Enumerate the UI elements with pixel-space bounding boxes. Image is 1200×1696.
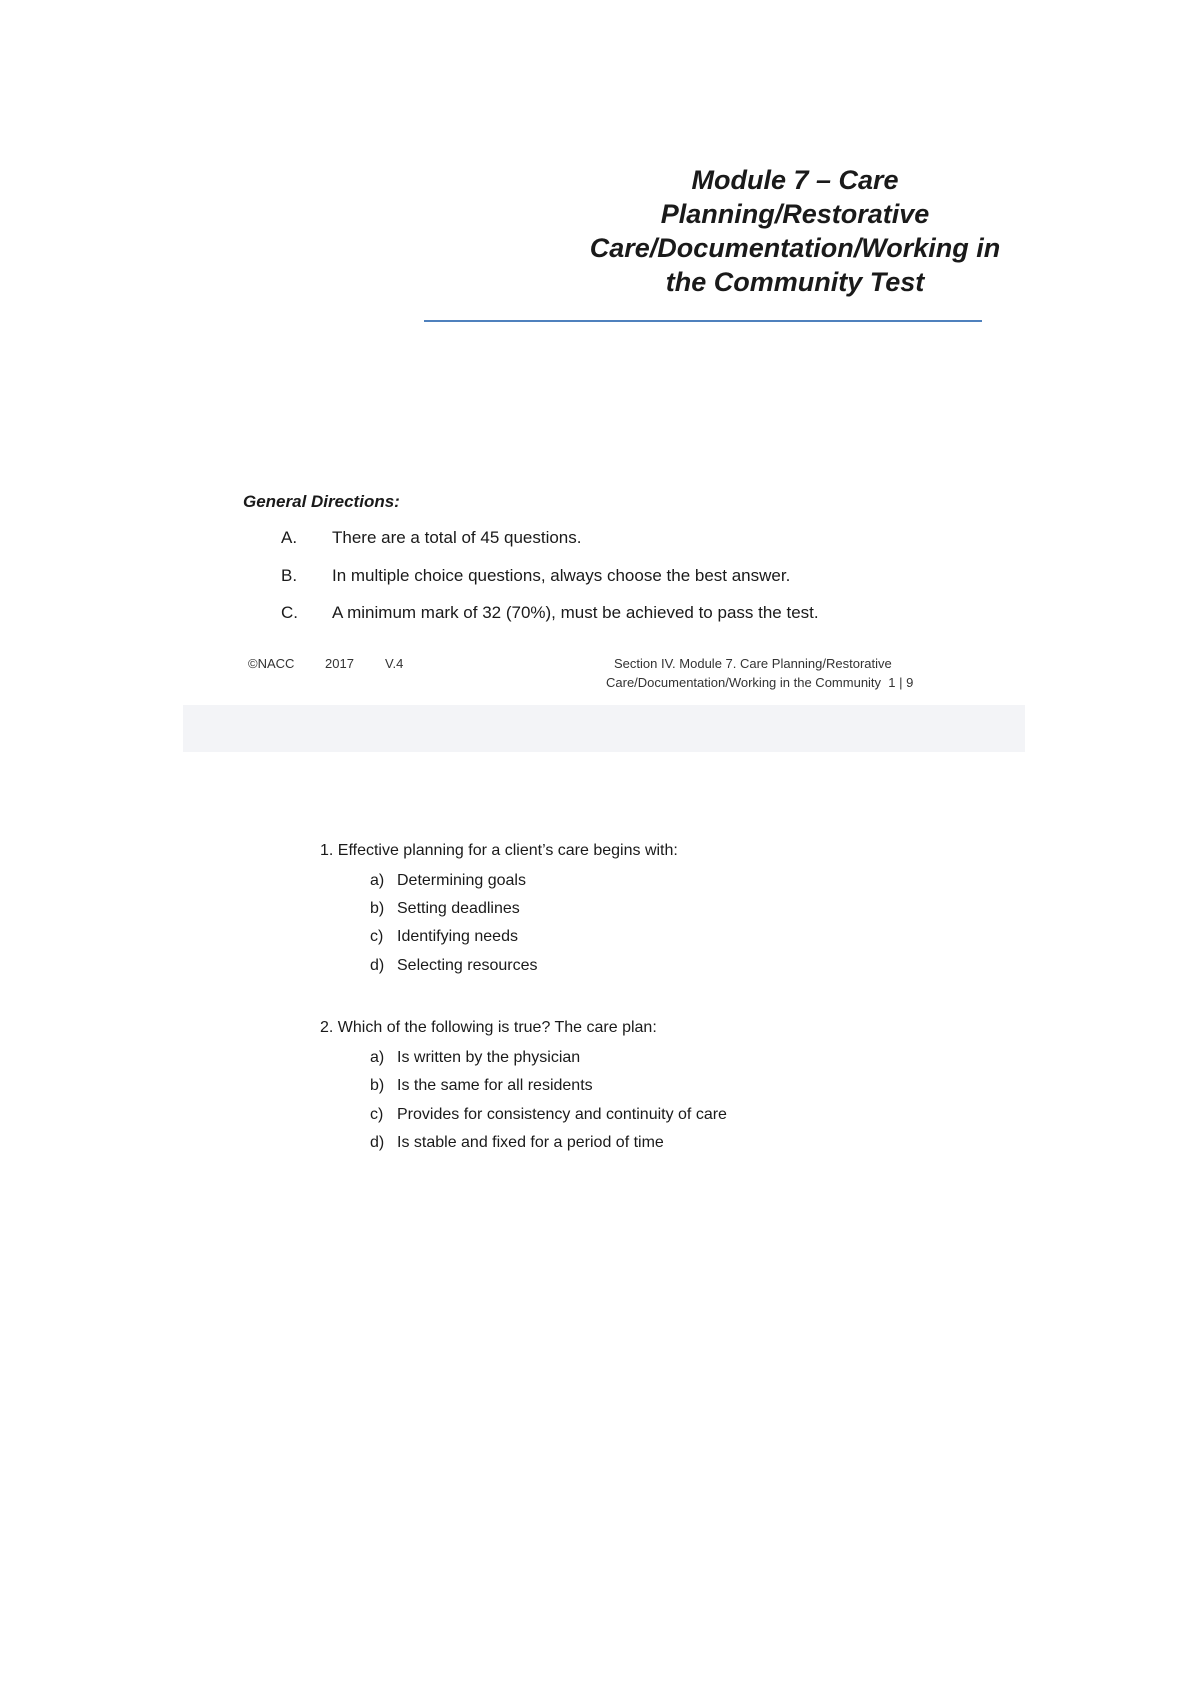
direction-item [281, 566, 790, 586]
answer-option [370, 1134, 664, 1152]
direction-letter: C. [281, 603, 298, 622]
footer-section-line1: Section IV. Module 7. Care Planning/Restorative [614, 656, 892, 671]
page-number: 1 | 9 [888, 675, 914, 690]
answer-option [370, 928, 518, 946]
option-text: Provides for consistency and continuity of care [397, 1106, 727, 1123]
answer-option [370, 957, 538, 975]
directions-heading: General Directions: [243, 492, 400, 511]
direction-text: A minimum mark of 32 (70%), must be achieved to pass the test. [332, 603, 819, 622]
option-letter: c) [370, 928, 384, 945]
direction-text: There are a total of 45 questions. [332, 528, 582, 547]
option-letter: d) [370, 1134, 385, 1151]
footer-version: V.4 [385, 656, 404, 671]
footer-section-line2 [606, 675, 913, 690]
title-divider [424, 320, 982, 322]
option-text: Identifying needs [397, 928, 518, 945]
option-letter: a) [370, 1049, 385, 1066]
option-letter: b) [370, 900, 385, 917]
answer-option [370, 872, 526, 890]
option-text: Is the same for all residents [397, 1077, 593, 1094]
page-break-band [183, 705, 1025, 752]
option-letter: d) [370, 957, 385, 974]
title-line: Module 7 – Care [691, 165, 899, 195]
direction-item [281, 528, 582, 548]
answer-option [370, 1077, 593, 1095]
direction-letter: B. [281, 566, 298, 585]
footer-copyright: ©NACC [248, 656, 295, 671]
answer-option [370, 1106, 727, 1124]
answer-option [370, 1049, 580, 1067]
option-text: Is stable and fixed for a period of time [397, 1134, 664, 1151]
option-text: Is written by the physician [397, 1049, 581, 1066]
title-line: Care/Documentation/Working in [589, 233, 1001, 263]
direction-letter: A. [281, 528, 298, 547]
option-text: Selecting resources [397, 957, 538, 974]
option-letter: b) [370, 1077, 385, 1094]
direction-text: In multiple choice questions, always choose the best answer. [332, 566, 791, 585]
title-line: the Community Test [665, 267, 925, 297]
footer-year: 2017 [325, 656, 354, 671]
option-letter: c) [370, 1106, 384, 1123]
question-stem: 2. Which of the following is true? The care plan: [320, 1019, 657, 1036]
title-line: Planning/Restorative [660, 199, 930, 229]
footer-section-text: Care/Documentation/Working in the Community [606, 675, 882, 690]
option-letter: a) [370, 872, 385, 889]
direction-item [281, 603, 819, 623]
page-title [560, 163, 1030, 299]
answer-option [370, 900, 520, 918]
option-text: Setting deadlines [397, 900, 520, 917]
option-text: Determining goals [397, 872, 526, 889]
question-stem: 1. Effective planning for a client’s care begins with: [320, 842, 678, 859]
